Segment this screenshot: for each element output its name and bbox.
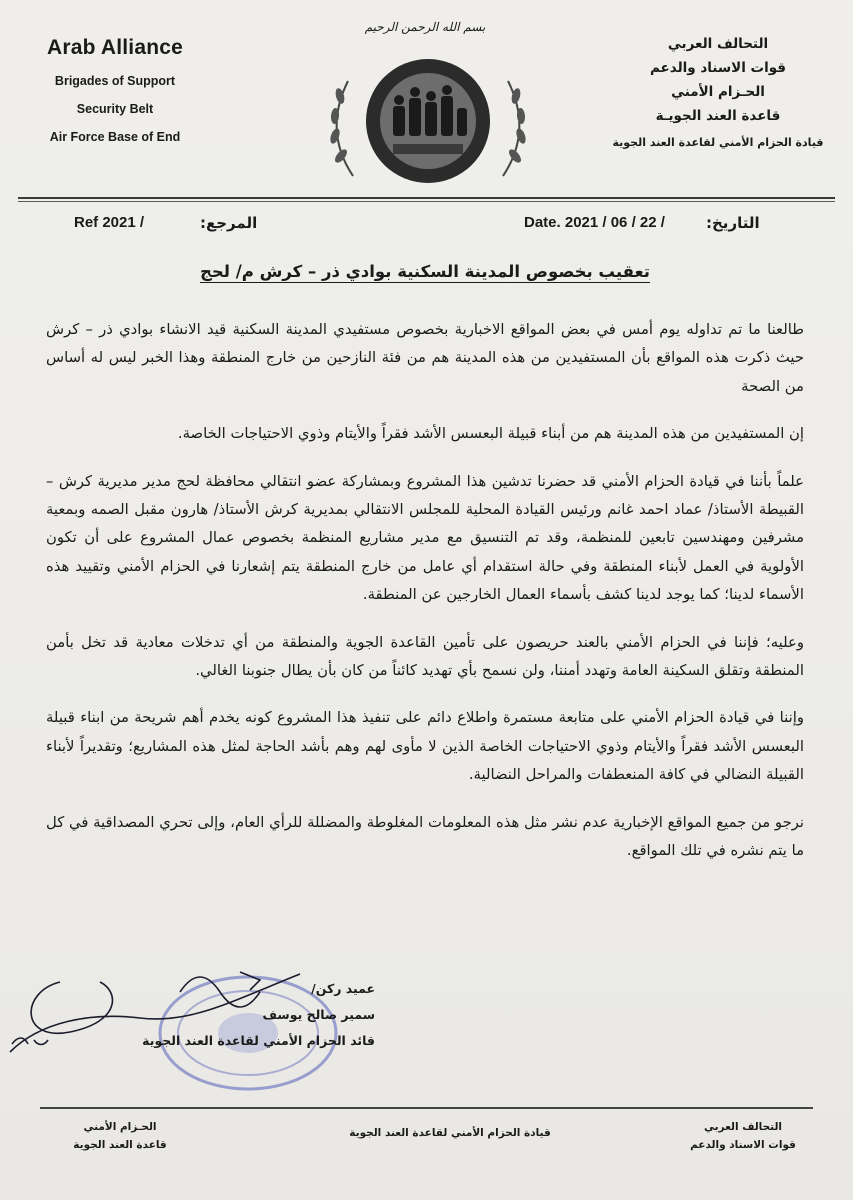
english-line-base: Air Force Base of End [49, 130, 181, 144]
emblem-logo [313, 36, 543, 196]
footer-left-line: قاعدة العند الجوية [73, 1139, 167, 1151]
english-org-name: Arab Alliance [46, 36, 184, 59]
arabic-line-belt: الحـزام الأمني [671, 84, 765, 100]
date-field: Date. 2021 / 06 / 22 / [524, 214, 665, 231]
footer-right-line: قوات الاسناد والدعم [690, 1139, 796, 1151]
body-paragraph: إن المستفيدين من هذه المدينة هم من أبناء قبيلة البعسس الأشد فقراً والأيتام وذوي الاحتياجات الخاصة. [177, 425, 804, 443]
footer-right [673, 1118, 813, 1154]
arabic-line-command: قيادة الحزام الأمني لقاعدة العند الجوية [612, 136, 824, 149]
header-divider [18, 197, 835, 199]
footer-divider [40, 1107, 813, 1109]
footer-left [50, 1118, 190, 1154]
reference-label-arabic: المرجع: [200, 214, 258, 232]
reference-number: Ref 2021 / [74, 214, 145, 231]
arabic-line-forces: قوات الاسناد والدعم [649, 60, 787, 76]
bismillah-heading: بسم الله الرحمن الرحيم [364, 20, 486, 34]
english-line-brigades: Brigades of Support [54, 74, 176, 88]
footer-left-line: الحـزام الأمني [83, 1121, 157, 1133]
arabic-line-alliance: التحالف العربي [667, 36, 769, 52]
body-paragraph: وإننا في قيادة الحزام الأمني على متابعة مستمرة واطلاع دائم على تنفيذ هذا المشروع كونه يخدم أهم شريحة من ابناء قبيلة البعسس الأشد فقراً والأيتام وذوي الاحتياجات الخاصة الذين لا مأوى لهم وهم بأشد الحاجة لمثل هذه المشاريع؛ وتقديراً لأبناء القبيلة النضالي في كافة المنعطفات والمراحل النضالية. [46, 709, 804, 784]
body-paragraph: علماً بأننا في قيادة الحزام الأمني قد حضرنا تدشين هذا المشروع وبمشاركة عضو انتقالي محافظة لحج مدير مديرية كرش – القبيطة الأستاذ/ عماد احمد غانم ورئيس القيادة المحلية للمجلس الانتقالي بمديرية كرش الأستاذ/ هارون مقبل الصمه وبمعية مشرفين ومهندسين تابعين للمنظمة، وقد تم التنسيق مع مدير مشاريع المنظمة بخصوص عمال المشروع على أن تكون الأولوية في العمل لأبناء المنطقة وفي حالة استقدام أي عامل من خارج المنطقة يتم إشعارنا في الحزام الأمني وتقييد هذه الأسماء لدينا؛ كما يوجد لدينا كشف بأسماء العمال الخارجين عن المنطقة. [46, 472, 804, 604]
letter-body [46, 316, 804, 885]
date-label-arabic: التاريخ: [706, 214, 760, 232]
letter-subject: تعقيب بخصوص المدينة السكنية بوادي ذر – كرش م/ لحج [200, 262, 650, 281]
signatory-title: قائد الحزام الأمني لقاعدة العند الجوية [142, 1033, 375, 1048]
body-paragraph: طالعنا ما تم تداوله يوم أمس في بعض المواقع الاخبارية بخصوص مستفيدي المدينة السكنية قيد الانشاء بوادي ذر – كرش حيث ذكرت هذه المواقع بأن المستفيدين من هذه المدينة هم من فئة النازحين من خارج المنطقة وهذا الخبر ليس له أساس من الصحة [46, 321, 804, 395]
header-divider-thin [18, 201, 835, 202]
footer-middle: قيادة الحزام الأمني لقاعدة العند الجوية [349, 1127, 551, 1139]
body-paragraph: وعليه؛ فإننا في الحزام الأمني بالعند حريصون على تأمين القاعدة الجوية والمنطقة من أي تدخلات معادية قد تخل بأمن المنطقة وتقلق السكينة العامة وتهدد أمننا، ولن نسمح بأي تهديد كائناً من كان بأن يطال جنوبنا الغالي. [46, 633, 804, 680]
english-letterhead [20, 36, 210, 144]
signature-block [125, 976, 375, 1054]
arabic-letterhead [603, 34, 833, 149]
signatory-name: سمير صالح يوسف [262, 1007, 375, 1022]
footer-right-line: التحالف العربي [703, 1121, 782, 1133]
signatory-rank: عميد ركن/ [311, 981, 375, 996]
body-paragraph: نرجو من جميع المواقع الإخبارية عدم نشر مثل هذه المعلومات المغلوطة والمضللة للرأي العام، وإلى تحري المصداقية في كل ما يتم نشره في تلك المواقع. [46, 813, 804, 860]
arabic-line-base: قاعدة العند الجويـة [655, 108, 781, 124]
english-line-security: Security Belt [76, 102, 154, 116]
